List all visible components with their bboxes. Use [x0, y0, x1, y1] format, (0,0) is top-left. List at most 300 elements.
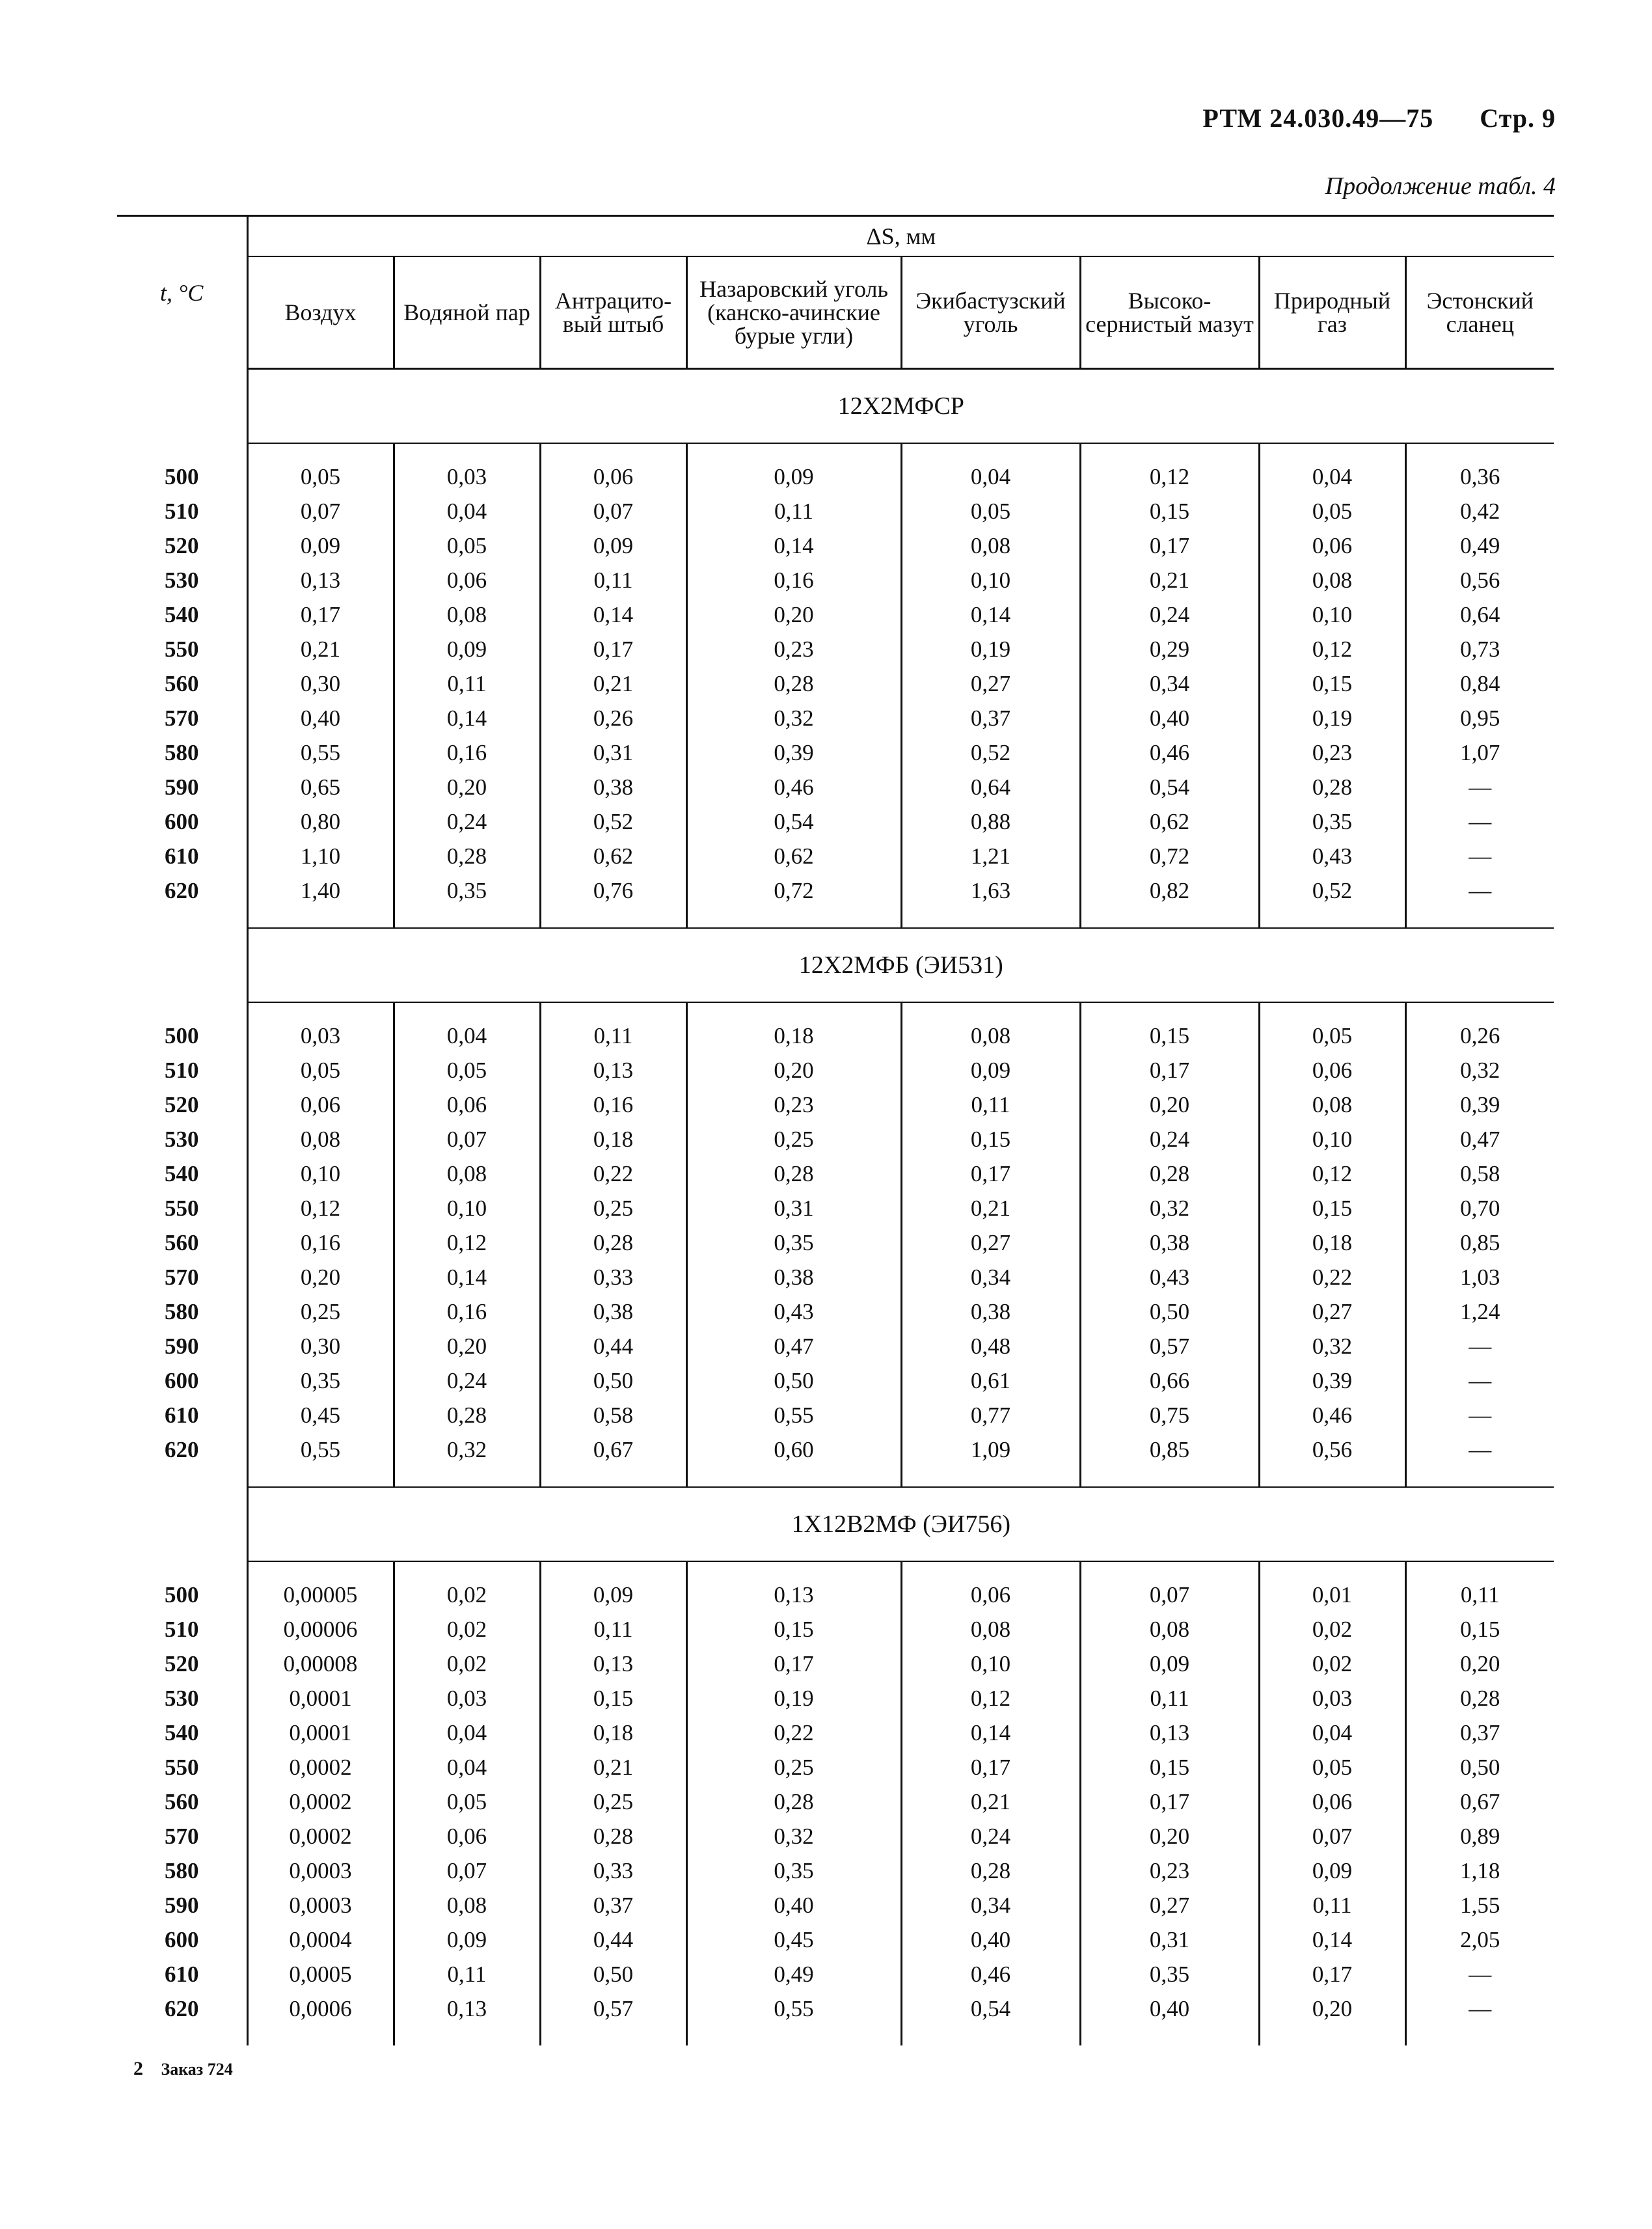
value-cell: 0,05	[1259, 494, 1405, 528]
value-cell: 0,89	[1405, 1819, 1554, 1853]
value-cell: 0,50	[540, 1957, 686, 1991]
temperature-cell: 550	[165, 636, 199, 662]
value-cell: 0,28	[394, 839, 540, 873]
temperature-header	[117, 216, 247, 369]
temperature-cell: 500	[165, 463, 199, 489]
value-cell: 0,00008	[247, 1647, 394, 1681]
value-cell: 0,82	[1080, 873, 1259, 908]
value-cell: 0,10	[901, 563, 1080, 597]
value-cell: 0,67	[1405, 1785, 1554, 1819]
value-cell: 0,27	[1080, 1888, 1259, 1922]
value-cell: 0,21	[247, 632, 394, 666]
table-row	[117, 1225, 1554, 1260]
value-cell: 0,28	[540, 1819, 686, 1853]
value-cell: 0,21	[540, 1750, 686, 1785]
value-cell: 0,85	[1405, 1225, 1554, 1260]
value-cell: —	[1405, 1957, 1554, 1991]
table-row	[117, 563, 1554, 597]
value-cell: 0,23	[686, 1087, 901, 1122]
section-title-row	[117, 928, 1554, 1002]
table-row	[117, 1819, 1554, 1853]
temperature-cell: 560	[165, 1229, 199, 1255]
value-cell: 0,05	[1259, 1019, 1405, 1053]
value-cell: 0,55	[686, 1398, 901, 1432]
temperature-cell: 530	[165, 1126, 199, 1152]
spacer-cell	[1080, 1467, 1259, 1487]
spacer-cell	[247, 443, 394, 459]
value-cell: 0,16	[394, 735, 540, 770]
value-cell: 0,03	[1259, 1681, 1405, 1716]
value-cell: 0,06	[394, 563, 540, 597]
temperature-cell: 520	[165, 532, 199, 558]
value-cell: 0,54	[686, 804, 901, 839]
value-cell: 0,24	[901, 1819, 1080, 1853]
value-cell: 0,27	[1259, 1294, 1405, 1329]
value-cell: 0,11	[540, 1612, 686, 1647]
value-cell: 0,40	[1080, 701, 1259, 735]
table-row	[117, 1398, 1554, 1432]
value-cell: 0,07	[394, 1853, 540, 1888]
value-cell: 0,09	[394, 1922, 540, 1957]
spacer-cell	[394, 1002, 540, 1019]
table-row	[117, 770, 1554, 804]
value-cell: 0,05	[247, 459, 394, 494]
value-cell: 0,80	[247, 804, 394, 839]
value-cell: —	[1405, 804, 1554, 839]
table-row	[117, 1922, 1554, 1957]
value-cell: 0,25	[247, 1294, 394, 1329]
table-row	[117, 1019, 1554, 1053]
temperature-cell: 600	[165, 808, 199, 834]
value-cell: 0,10	[394, 1191, 540, 1225]
value-cell: —	[1405, 839, 1554, 873]
value-cell: 0,35	[1080, 1957, 1259, 1991]
temperature-cell: 590	[165, 1333, 199, 1359]
value-cell: 0,39	[686, 735, 901, 770]
value-cell: 0,12	[1259, 632, 1405, 666]
value-cell: 0,12	[247, 1191, 394, 1225]
sheet-number: 2	[133, 2058, 143, 2079]
spacer-cell	[1259, 2026, 1405, 2045]
value-cell: 0,07	[394, 1122, 540, 1156]
value-cell: 0,52	[1259, 873, 1405, 908]
table-row	[117, 1991, 1554, 2026]
spacer-cell	[1405, 1002, 1554, 1019]
value-cell: 0,34	[901, 1260, 1080, 1294]
table-row	[117, 1681, 1554, 1716]
value-cell: 0,20	[394, 1329, 540, 1363]
spacer-cell	[901, 1561, 1080, 1578]
value-cell: 0,38	[901, 1294, 1080, 1329]
value-cell: 1,18	[1405, 1853, 1554, 1888]
temperature-cell: 550	[165, 1195, 199, 1221]
value-cell: 0,16	[686, 563, 901, 597]
temperature-cell: 570	[165, 705, 199, 731]
value-cell: 0,84	[1405, 666, 1554, 701]
value-cell: 0,28	[686, 1156, 901, 1191]
value-cell: 0,11	[901, 1087, 1080, 1122]
value-cell: 0,37	[540, 1888, 686, 1922]
value-cell: 1,55	[1405, 1888, 1554, 1922]
value-cell: 0,08	[247, 1122, 394, 1156]
value-cell: 0,13	[540, 1647, 686, 1681]
table-row	[117, 597, 1554, 632]
value-cell: 0,21	[540, 666, 686, 701]
value-cell: 0,08	[1259, 563, 1405, 597]
section-blank-cell	[117, 1487, 247, 1561]
value-cell: 0,15	[1405, 1612, 1554, 1647]
value-cell: 0,14	[1259, 1922, 1405, 1957]
value-cell: 0,15	[1259, 666, 1405, 701]
table-row	[117, 1122, 1554, 1156]
value-cell: 0,04	[901, 459, 1080, 494]
value-cell: 0,09	[686, 459, 901, 494]
temperature-cell: 540	[165, 601, 199, 627]
value-cell: 0,15	[1080, 494, 1259, 528]
spacer-cell	[1405, 1467, 1554, 1487]
value-cell: 0,33	[540, 1853, 686, 1888]
value-cell: 1,10	[247, 839, 394, 873]
value-cell: 0,09	[901, 1053, 1080, 1087]
spacer-cell	[540, 908, 686, 928]
spacer-cell	[1405, 1561, 1554, 1578]
value-cell: 0,17	[901, 1156, 1080, 1191]
value-cell: 0,03	[394, 1681, 540, 1716]
value-cell: 0,34	[1080, 666, 1259, 701]
value-cell: 0,52	[901, 735, 1080, 770]
value-cell: 0,04	[394, 1716, 540, 1750]
value-cell: 0,36	[1405, 459, 1554, 494]
value-cell: 0,00005	[247, 1578, 394, 1612]
spacer-cell	[394, 2026, 540, 2045]
value-cell: 0,12	[901, 1681, 1080, 1716]
value-cell: 0,32	[1405, 1053, 1554, 1087]
table-row	[117, 1716, 1554, 1750]
value-cell: 0,30	[247, 666, 394, 701]
value-cell: 0,37	[1405, 1716, 1554, 1750]
spacer-cell	[1259, 443, 1405, 459]
value-cell: 0,26	[1405, 1019, 1554, 1053]
spacer-cell	[117, 443, 247, 459]
value-cell: 0,58	[1405, 1156, 1554, 1191]
spacer-cell	[117, 2026, 247, 2045]
value-cell: 0,65	[247, 770, 394, 804]
value-cell: 0,43	[1259, 839, 1405, 873]
value-cell: 0,09	[1259, 1853, 1405, 1888]
spacer-cell	[394, 1467, 540, 1487]
spacer-row	[117, 1467, 1554, 1487]
value-cell: 0,13	[686, 1578, 901, 1612]
value-cell: 0,0002	[247, 1819, 394, 1853]
table-row	[117, 1053, 1554, 1087]
value-cell: 0,95	[1405, 701, 1554, 735]
spacer-row	[117, 1561, 1554, 1578]
value-cell: 0,21	[901, 1785, 1080, 1819]
temperature-cell: 570	[165, 1823, 199, 1849]
value-cell: —	[1405, 770, 1554, 804]
temperature-cell: 560	[165, 670, 199, 696]
table-row	[117, 1888, 1554, 1922]
value-cell: 0,20	[1259, 1991, 1405, 2026]
value-cell: 0,11	[540, 563, 686, 597]
value-cell: 2,05	[1405, 1922, 1554, 1957]
value-cell: 0,06	[1259, 528, 1405, 563]
table-row	[117, 1647, 1554, 1681]
loss-table	[117, 215, 1554, 2045]
value-cell: 0,48	[901, 1329, 1080, 1363]
value-cell: 0,40	[686, 1888, 901, 1922]
value-cell: 0,16	[394, 1294, 540, 1329]
spacer-cell	[686, 1002, 901, 1019]
table-row	[117, 1363, 1554, 1398]
value-cell: 0,17	[247, 597, 394, 632]
value-cell: 0,31	[686, 1191, 901, 1225]
table-row	[117, 701, 1554, 735]
value-cell: 0,11	[686, 494, 901, 528]
value-cell: 0,11	[1259, 1888, 1405, 1922]
value-cell: 0,75	[1080, 1398, 1259, 1432]
value-cell: 0,35	[686, 1225, 901, 1260]
value-cell: 0,50	[1405, 1750, 1554, 1785]
value-cell: 0,19	[1259, 701, 1405, 735]
temperature-cell: 510	[165, 1616, 199, 1642]
temperature-cell: 570	[165, 1264, 199, 1290]
value-cell: 0,72	[1080, 839, 1259, 873]
temperature-cell: 560	[165, 1788, 199, 1814]
value-cell: 0,20	[686, 597, 901, 632]
table-row	[117, 494, 1554, 528]
value-cell: 0,64	[901, 770, 1080, 804]
value-cell: 0,44	[540, 1922, 686, 1957]
value-cell: 0,27	[901, 666, 1080, 701]
value-cell: 0,40	[901, 1922, 1080, 1957]
value-cell: 0,43	[686, 1294, 901, 1329]
value-cell: 0,00006	[247, 1612, 394, 1647]
spacer-cell	[901, 1002, 1080, 1019]
spacer-cell	[1405, 443, 1554, 459]
value-cell: —	[1405, 1991, 1554, 2026]
value-cell: 0,28	[686, 1785, 901, 1819]
section-title-row	[117, 369, 1554, 444]
table-row	[117, 666, 1554, 701]
spacer-cell	[1080, 2026, 1259, 2045]
value-cell: 0,27	[901, 1225, 1080, 1260]
value-cell: 0,09	[540, 528, 686, 563]
value-cell: 0,31	[540, 735, 686, 770]
spacer-cell	[117, 1467, 247, 1487]
value-cell: 0,24	[394, 804, 540, 839]
value-cell: 0,09	[540, 1578, 686, 1612]
temperature-cell: 500	[165, 1022, 199, 1048]
spacer-cell	[1259, 1561, 1405, 1578]
value-cell: 0,47	[1405, 1122, 1554, 1156]
value-cell: 0,07	[540, 494, 686, 528]
value-cell: 0,08	[1080, 1612, 1259, 1647]
temperature-cell: 590	[165, 774, 199, 800]
value-cell: 0,13	[1080, 1716, 1259, 1750]
value-cell: 0,11	[1080, 1681, 1259, 1716]
value-cell: 0,21	[1080, 563, 1259, 597]
spacer-cell	[1080, 1561, 1259, 1578]
temperature-cell: 620	[165, 1436, 199, 1462]
spacer-cell	[1080, 443, 1259, 459]
spacer-cell	[540, 1561, 686, 1578]
spacer-cell	[117, 1561, 247, 1578]
value-cell: 0,10	[247, 1156, 394, 1191]
value-cell: 0,05	[1259, 1750, 1405, 1785]
value-cell: 0,20	[1080, 1819, 1259, 1853]
spacer-cell	[686, 1467, 901, 1487]
temperature-cell: 510	[165, 1057, 199, 1083]
value-cell: 0,56	[1259, 1432, 1405, 1467]
table-row	[117, 459, 1554, 494]
value-cell: 0,62	[686, 839, 901, 873]
column-header: Воздух	[247, 256, 394, 369]
value-cell: 0,52	[540, 804, 686, 839]
value-cell: 0,32	[394, 1432, 540, 1467]
value-cell: 0,15	[1080, 1019, 1259, 1053]
value-cell: 0,0003	[247, 1853, 394, 1888]
spacer-cell	[247, 2026, 394, 2045]
value-cell: 0,56	[1405, 563, 1554, 597]
value-cell: 0,10	[1259, 1122, 1405, 1156]
value-cell: 0,60	[686, 1432, 901, 1467]
spacer-cell	[117, 908, 247, 928]
value-cell: 0,38	[540, 770, 686, 804]
value-cell: 0,12	[1259, 1156, 1405, 1191]
table-row	[117, 1750, 1554, 1785]
value-cell: 0,0002	[247, 1750, 394, 1785]
table-row	[117, 1612, 1554, 1647]
spacer-cell	[1080, 908, 1259, 928]
value-cell: 0,40	[1080, 1991, 1259, 2026]
value-cell: 0,45	[247, 1398, 394, 1432]
value-cell: 0,31	[1080, 1922, 1259, 1957]
table-row	[117, 804, 1554, 839]
value-cell: 0,07	[1259, 1819, 1405, 1853]
value-cell: 0,18	[1259, 1225, 1405, 1260]
value-cell: 0,08	[394, 597, 540, 632]
table-row	[117, 839, 1554, 873]
value-cell: 0,14	[394, 1260, 540, 1294]
value-cell: 0,44	[540, 1329, 686, 1363]
value-cell: 0,88	[901, 804, 1080, 839]
value-cell: 0,02	[1259, 1647, 1405, 1681]
value-cell: 0,29	[1080, 632, 1259, 666]
value-cell: 0,04	[394, 494, 540, 528]
spacer-cell	[1080, 1002, 1259, 1019]
spacer-cell	[901, 2026, 1080, 2045]
table-row	[117, 632, 1554, 666]
value-cell: 0,17	[1080, 528, 1259, 563]
temperature-cell: 550	[165, 1754, 199, 1780]
value-cell: 0,28	[1080, 1156, 1259, 1191]
spacer-row	[117, 2026, 1554, 2045]
value-cell: 0,46	[1259, 1398, 1405, 1432]
value-cell: 0,18	[686, 1019, 901, 1053]
value-cell: 0,62	[1080, 804, 1259, 839]
value-cell: 0,07	[247, 494, 394, 528]
temperature-cell: 590	[165, 1892, 199, 1918]
value-cell: 0,19	[901, 632, 1080, 666]
value-cell: 0,09	[247, 528, 394, 563]
value-cell: 0,11	[540, 1019, 686, 1053]
spacer-cell	[1259, 1467, 1405, 1487]
table-row	[117, 1957, 1554, 1991]
value-cell: 0,06	[540, 459, 686, 494]
spacer-cell	[686, 2026, 901, 2045]
value-cell: 0,61	[901, 1363, 1080, 1398]
page-header	[1202, 103, 1556, 133]
value-cell: 0,22	[540, 1156, 686, 1191]
value-cell: 0,14	[901, 597, 1080, 632]
value-cell: 0,66	[1080, 1363, 1259, 1398]
value-cell: 0,35	[394, 873, 540, 908]
value-cell: 0,32	[686, 701, 901, 735]
value-cell: 0,08	[901, 1612, 1080, 1647]
value-cell: 0,13	[540, 1053, 686, 1087]
value-cell: 0,50	[540, 1363, 686, 1398]
value-cell: 0,04	[1259, 459, 1405, 494]
column-headers	[117, 256, 1554, 369]
section-title: 12Х2МФБ (ЭИ531)	[247, 928, 1554, 1002]
value-cell: 0,10	[1259, 597, 1405, 632]
value-cell: 0,35	[1259, 804, 1405, 839]
spacer-cell	[247, 1561, 394, 1578]
value-cell: 1,63	[901, 873, 1080, 908]
value-cell: 0,62	[540, 839, 686, 873]
value-cell: 0,15	[540, 1681, 686, 1716]
value-cell: 0,70	[1405, 1191, 1554, 1225]
value-cell: 0,23	[1259, 735, 1405, 770]
value-cell: 0,0005	[247, 1957, 394, 1991]
spacer-cell	[686, 908, 901, 928]
value-cell: 0,49	[1405, 528, 1554, 563]
table-continuation-label: Продолжение табл. 4	[1325, 172, 1556, 200]
section-title: 12Х2МФСР	[247, 369, 1554, 444]
spacer-cell	[1259, 1002, 1405, 1019]
table-row	[117, 735, 1554, 770]
value-cell: 0,39	[1405, 1087, 1554, 1122]
value-cell: 0,39	[1259, 1363, 1405, 1398]
spacer-cell	[901, 443, 1080, 459]
value-cell: 0,26	[540, 701, 686, 735]
value-cell: 0,57	[1080, 1329, 1259, 1363]
value-cell: 0,17	[1259, 1957, 1405, 1991]
value-cell: 0,57	[540, 1991, 686, 2026]
value-cell: 0,76	[540, 873, 686, 908]
value-cell: 0,55	[247, 735, 394, 770]
section-blank-cell	[117, 928, 247, 1002]
table-row	[117, 1260, 1554, 1294]
table-header-row	[117, 216, 1554, 257]
value-cell: 0,35	[686, 1853, 901, 1888]
value-cell: 0,12	[1080, 459, 1259, 494]
spacer-cell	[540, 1002, 686, 1019]
spacer-cell	[901, 1467, 1080, 1487]
value-cell: 0,05	[901, 494, 1080, 528]
value-cell: 0,20	[1080, 1087, 1259, 1122]
value-cell: 0,32	[686, 1819, 901, 1853]
order-number: Заказ 724	[161, 2060, 233, 2079]
value-cell: 0,35	[247, 1363, 394, 1398]
column-header: Эстонский сланец	[1405, 256, 1554, 369]
temperature-cell: 600	[165, 1926, 199, 1952]
spacer-cell	[247, 1002, 394, 1019]
value-cell: 0,14	[540, 597, 686, 632]
temperature-cell: 580	[165, 1298, 199, 1324]
table-row	[117, 1853, 1554, 1888]
